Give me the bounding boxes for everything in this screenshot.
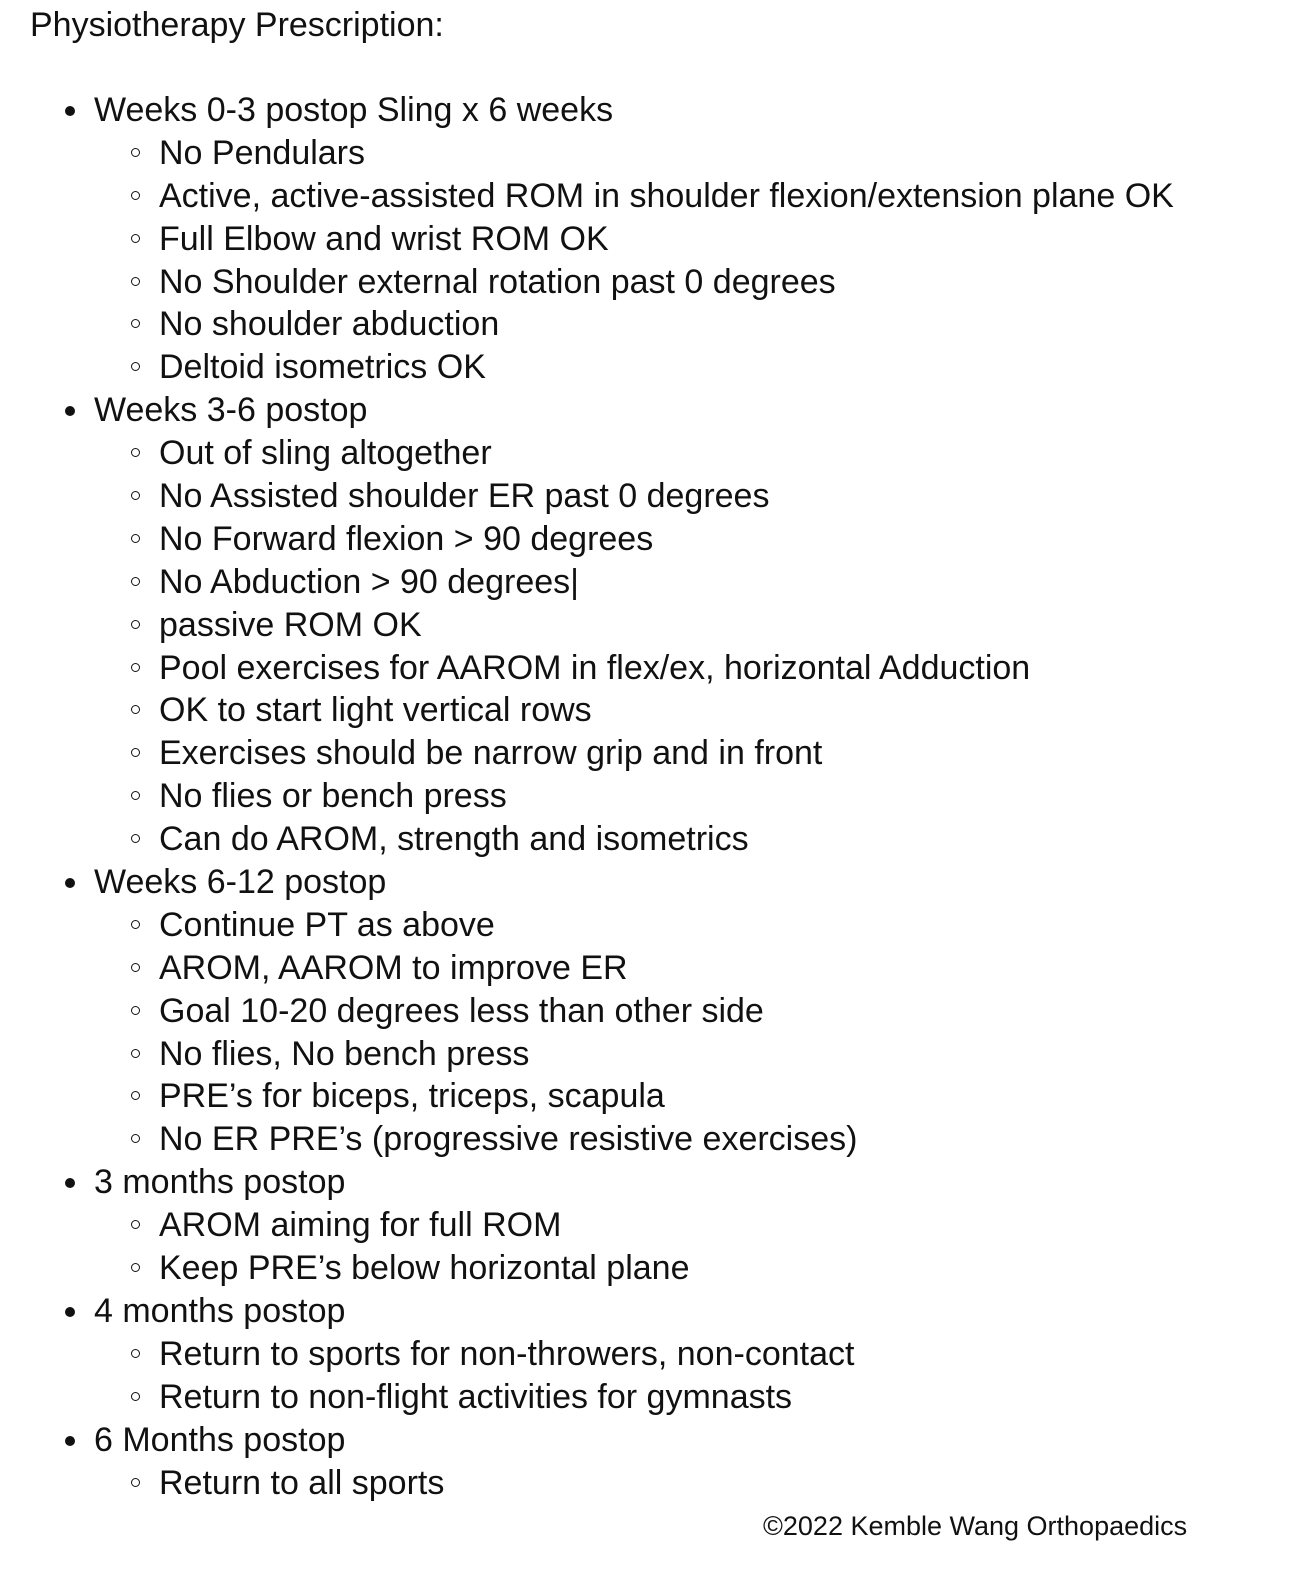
instruction-text: Deltoid isometrics OK [159, 348, 486, 387]
hollow-bullet-icon [131, 362, 140, 371]
instruction-text: No Forward flexion > 90 degrees [159, 519, 654, 558]
phase-heading: Weeks 6-12 postop [94, 863, 387, 902]
hollow-bullet-icon [131, 705, 140, 714]
instruction-text: Goal 10-20 degrees less than other side [159, 991, 764, 1030]
hollow-bullet-icon [131, 234, 140, 243]
filled-bullet-icon [65, 878, 75, 888]
instruction-text: No Shoulder external rotation past 0 degrees [159, 262, 836, 301]
hollow-bullet-icon [131, 1392, 140, 1401]
instruction-text: No flies or bench press [159, 777, 507, 816]
instruction-text: Pool exercises for AAROM in flex/ex, horizontal Adduction [159, 648, 1031, 687]
instruction-text: No Abduction > 90 degrees| [159, 562, 579, 601]
instruction-text: No Assisted shoulder ER past 0 degrees [159, 477, 770, 516]
copyright-footer: ©2022 Kemble Wang Orthopaedics [763, 1511, 1188, 1541]
filled-bullet-icon [65, 1307, 75, 1317]
instruction-text: No shoulder abduction [159, 305, 500, 344]
instruction-text: Return to sports for non-throwers, non-contact [159, 1334, 855, 1373]
phase-heading: 4 months postop [94, 1291, 346, 1330]
hollow-bullet-icon [131, 1091, 140, 1100]
instruction-text: Exercises should be narrow grip and in front [159, 734, 823, 773]
hollow-bullet-icon [131, 1263, 140, 1272]
hollow-bullet-icon [131, 448, 140, 457]
hollow-bullet-icon [131, 148, 140, 157]
filled-bullet-icon [65, 1436, 75, 1446]
phase-heading: 3 months postop [94, 1163, 346, 1202]
instruction-text: Out of sling altogether [159, 434, 492, 473]
hollow-bullet-icon [131, 748, 140, 757]
hollow-bullet-icon [131, 963, 140, 972]
instruction-text: passive ROM OK [159, 605, 422, 644]
hollow-bullet-icon [131, 191, 140, 200]
instruction-text: Continue PT as above [159, 905, 495, 944]
hollow-bullet-icon [131, 1134, 140, 1143]
hollow-bullet-icon [131, 577, 140, 586]
hollow-bullet-icon [131, 277, 140, 286]
hollow-bullet-icon [131, 491, 140, 500]
document-title: Physiotherapy Prescription: [30, 6, 444, 44]
instruction-text: AROM, AAROM to improve ER [159, 948, 628, 987]
hollow-bullet-icon [131, 1220, 140, 1229]
instruction-text: Return to non-flight activities for gymnasts [159, 1377, 793, 1416]
instruction-text: Keep PRE’s below horizontal plane [159, 1249, 690, 1288]
phase-heading: Weeks 0-3 postop Sling x 6 weeks [94, 91, 614, 129]
hollow-bullet-icon [131, 663, 140, 672]
phase-heading: 6 Months postop [94, 1420, 346, 1459]
instruction-text: AROM aiming for full ROM [159, 1206, 562, 1245]
filled-bullet-icon [65, 406, 75, 416]
instruction-text: Can do AROM, strength and isometrics [159, 820, 749, 859]
filled-bullet-icon [65, 106, 75, 116]
instruction-text: Active, active-assisted ROM in shoulder flexion/extension plane OK [159, 176, 1174, 215]
hollow-bullet-icon [131, 1049, 140, 1058]
instruction-text: OK to start light vertical rows [159, 691, 592, 730]
hollow-bullet-icon [131, 1349, 140, 1358]
hollow-bullet-icon [131, 534, 140, 543]
instruction-text: PRE’s for biceps, triceps, scapula [159, 1077, 665, 1116]
hollow-bullet-icon [131, 791, 140, 800]
hollow-bullet-icon [131, 920, 140, 929]
hollow-bullet-icon [131, 1006, 140, 1015]
hollow-bullet-icon [131, 1478, 140, 1487]
instruction-text: No flies, No bench press [159, 1034, 530, 1073]
instruction-text: Return to all sports [159, 1463, 445, 1502]
filled-bullet-icon [65, 1178, 75, 1188]
hollow-bullet-icon [131, 834, 140, 843]
phase-heading: Weeks 3-6 postop [94, 391, 368, 430]
instruction-text: Full Elbow and wrist ROM OK [159, 219, 609, 258]
instruction-text: No ER PRE’s (progressive resistive exercises) [159, 1120, 858, 1159]
hollow-bullet-icon [131, 319, 140, 328]
hollow-bullet-icon [131, 620, 140, 629]
instruction-text: No Pendulars [159, 133, 366, 172]
